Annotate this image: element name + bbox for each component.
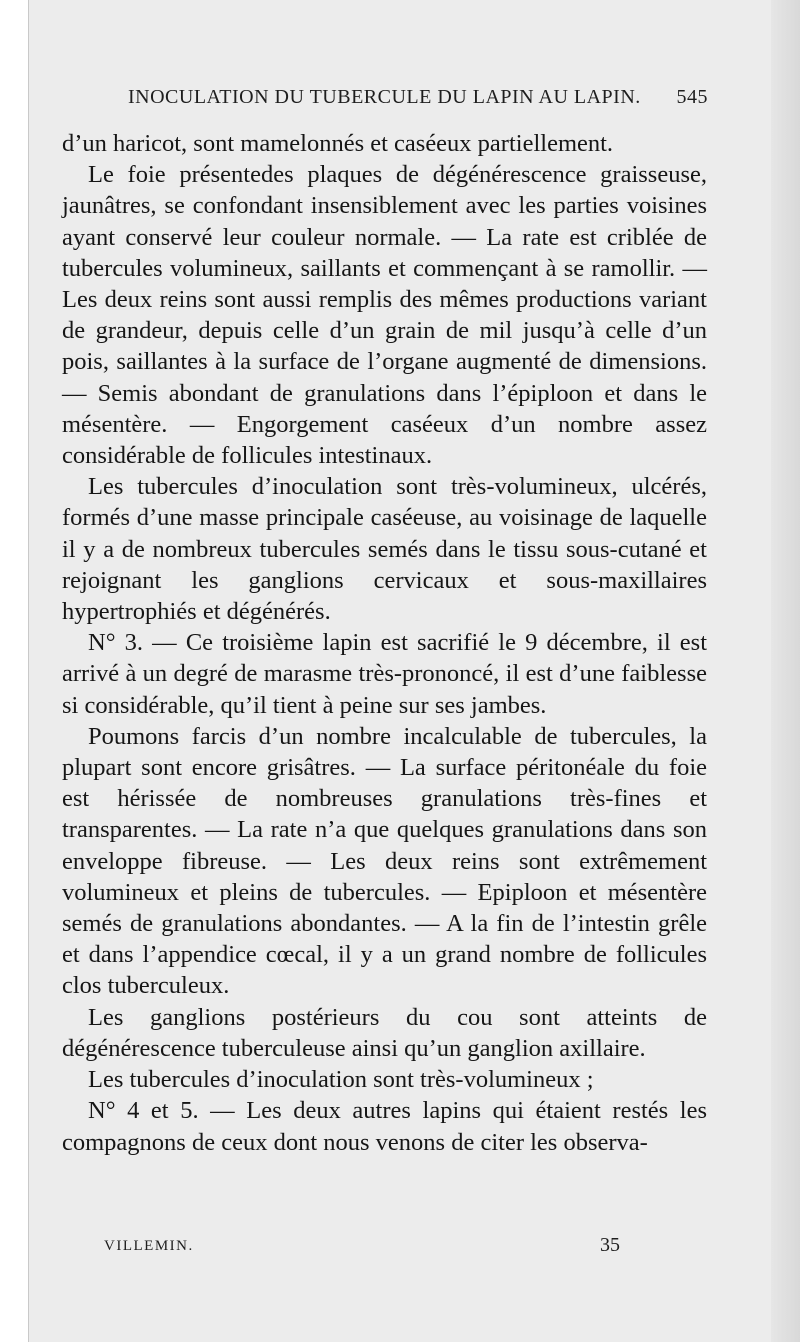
- page-gutter: [771, 0, 800, 1342]
- paragraph: Les tubercules d’inoculation sont très-volumineux ;: [88, 1066, 594, 1094]
- author-name: VILLEMIN.: [104, 1238, 194, 1254]
- paragraph: d’un haricot, sont mamelonnés et caséeux partiellement.: [62, 130, 614, 157]
- signature-number: 35: [600, 1234, 620, 1256]
- body-text: [62, 128, 707, 1158]
- paragraph: Poumons farcis d’un nombre incalculable de tubercules, la plupart sont encore grisâtres. — La surface péritonéale du foie est hérissée de nombreuses granulations très-fines et transparentes. — La rate n’a que quelques granulations dans son enveloppe fibreuse. — Les deux reins sont extrêmement volumineux et pleins de tubercules. — Epiploon et mésentère semés de granulations abondantes. — A la fin de l’intestin grêle et dans l’appendice cœcal, il y a un grand nombre de follicules clos tuberculeux.: [62, 722, 707, 1000]
- paragraph: Le foie présentedes plaques de dégénérescence graisseuse, jaunâtres, se confondant insensiblement avec les parties voisines ayant conservé leur couleur normale. — La rate est criblée de tubercules volumineux, saillants et commençant à se ramollir. — Les deux reins sont aussi remplis des mêmes productions variant de grandeur, depuis celle d’un grain de mil jusqu’à celle d’un pois, saillantes à la surface de l’organe augmenté de dimensions. — Semis abondant de granulations dans l’épiploon et dans le mésentère. — Engorgement caséeux d’un nombre assez considérable de follicules intestinaux.: [62, 161, 707, 470]
- paragraph: N° 4 et 5. — Les deux autres lapins qui étaient restés les compagnons de ceux dont nous venons de citer les observa-: [62, 1097, 707, 1156]
- paragraph: Les tubercules d’inoculation sont très-volumineux, ulcérés, formés d’une masse principale caséeuse, au voisinage de laquelle il y a de nombreux tubercules semés dans le tissu sous-cutané et rejoignant les ganglions cervicaux et sous-maxillaires hypertrophiés et dégénérés.: [62, 473, 707, 626]
- paragraph: N° 3. — Ce troisième lapin est sacrifié le 9 décembre, il est arrivé à un degré de marasme très-prononcé, il est d’une faiblesse si considérable, qu’il tient à peine sur ses jambes.: [62, 629, 707, 719]
- running-title: INOCULATION DU TUBERCULE DU LAPIN AU LAPIN.: [128, 86, 641, 108]
- page-number: 545: [676, 86, 708, 108]
- paragraph: Les ganglions postérieurs du cou sont atteints de dégénérescence tuberculeuse ainsi qu’un ganglion axillaire.: [62, 1003, 707, 1062]
